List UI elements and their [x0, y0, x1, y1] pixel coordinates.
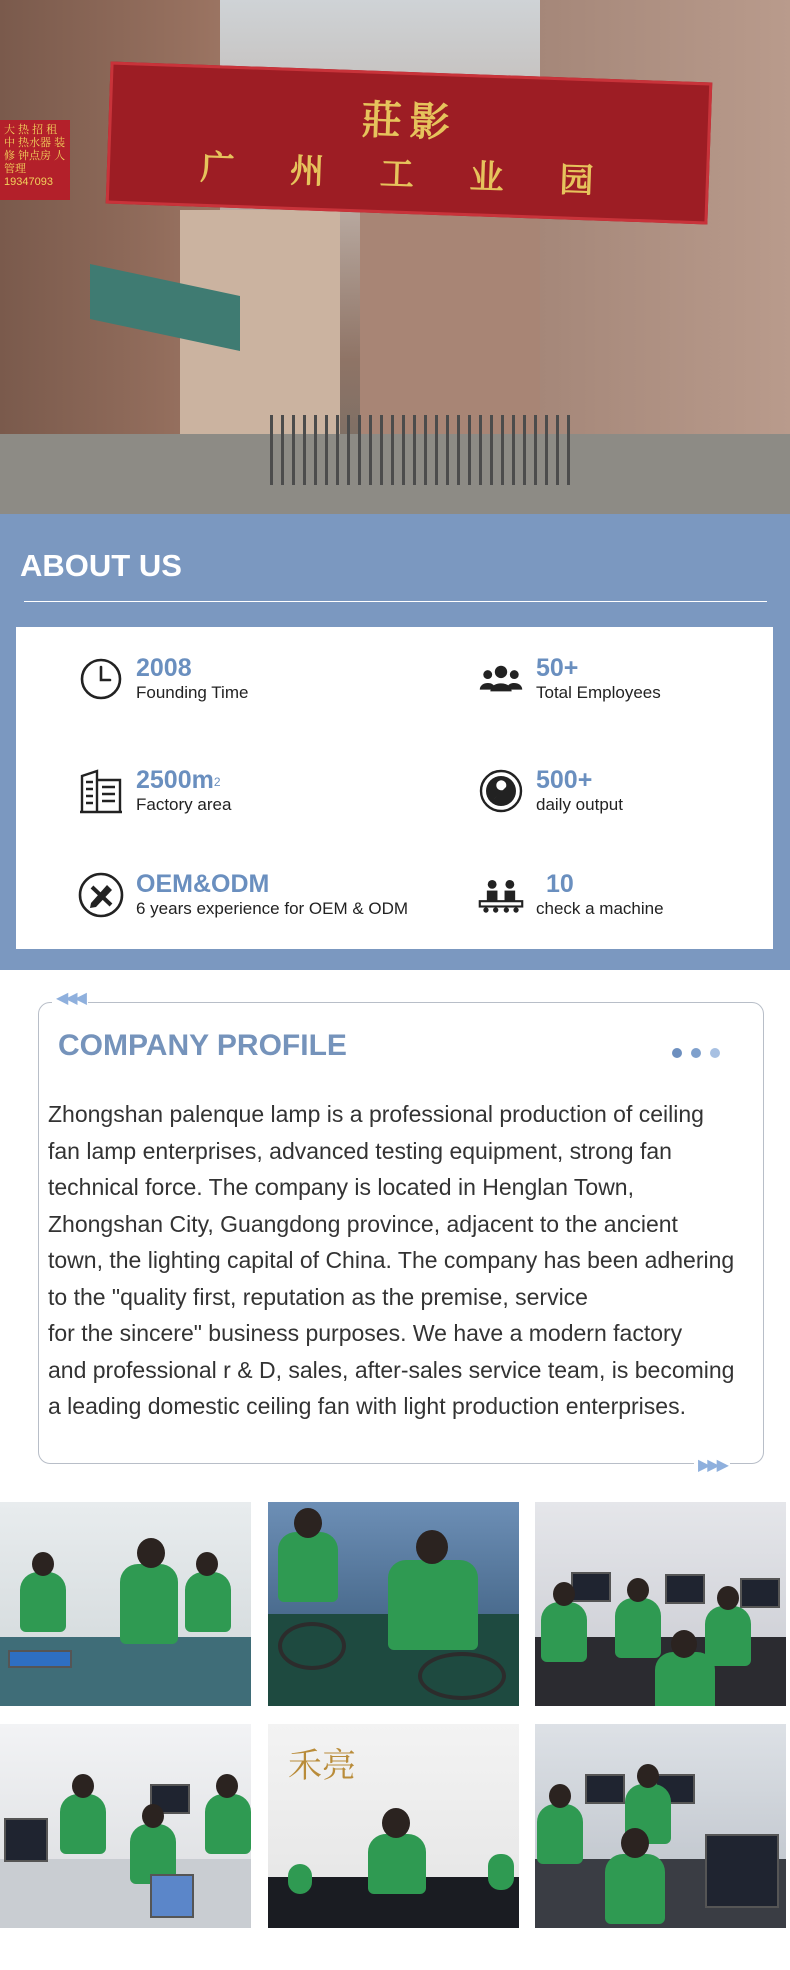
- dot: [691, 1048, 701, 1058]
- decorative-dots: [672, 1048, 720, 1058]
- stat-label: daily output: [536, 795, 623, 814]
- wrench-icon: [478, 768, 524, 814]
- gallery-photo-reception: [268, 1724, 519, 1928]
- decorative-arrows-right: ▶▶▶: [694, 1455, 730, 1475]
- stat-check-machine: [478, 870, 664, 920]
- industrial-park-sign: [106, 62, 713, 225]
- area-unit-superscript: 2: [213, 775, 221, 789]
- stat-value: OEM&ODM: [136, 870, 270, 898]
- company-profile-text: Zhongshan palenque lamp is a professional production of ceiling fan lamp enterprises, advanced testing equipment, strong fan technical force. The company is located in Henglan Town, Zhongshan City, Guangdong province, adjacent to the ancient town, the lighting capital of China. The company has been adhering to the "quality first, reputation as the premise, service for the sincere" business purposes. We have a modern factory and professional r & D, sales, after-sales service team, is becoming a leading domestic ceiling fan with light production enterprises.: [48, 1101, 735, 1419]
- stat-value: [136, 766, 231, 794]
- stat-label: check a machine: [536, 899, 664, 918]
- stat-value: 50+: [536, 654, 579, 682]
- stat-founding-time: [78, 654, 248, 704]
- hero-factory-gate-photo: [0, 0, 790, 514]
- stat-value: 2008: [136, 654, 192, 682]
- clock-icon: [78, 656, 124, 702]
- gate-sign-line1: 莊影: [360, 96, 459, 147]
- gate-sign-line2: 广 州 工 业 园: [199, 147, 617, 203]
- stat-value: 10: [546, 870, 574, 898]
- about-divider: [24, 601, 767, 602]
- company-profile-title: COMPANY PROFILE: [58, 1029, 347, 1062]
- gallery-photo-workstations: [535, 1724, 786, 1928]
- gallery-photo-assembly-line: [0, 1502, 251, 1706]
- stat-label: Factory area: [136, 795, 232, 814]
- stat-label: 6 years experience for OEM & ODM: [136, 899, 409, 918]
- pen-ruler-icon: [78, 872, 124, 918]
- company-logo: 禾亮: [288, 1746, 356, 1786]
- building-icon: [78, 768, 124, 814]
- gallery-photo-office-team: [535, 1502, 786, 1706]
- workers-icon: [478, 872, 524, 918]
- employees-icon: [478, 656, 524, 702]
- stat-oem-odm: [78, 870, 408, 920]
- stat-daily-output: [478, 766, 623, 816]
- stat-value: 500+: [536, 766, 593, 794]
- dot: [672, 1048, 682, 1058]
- stat-label: Founding Time: [136, 683, 249, 702]
- retractable-gate: [270, 415, 570, 485]
- about-title: ABOUT US: [20, 548, 182, 583]
- gallery-photo-workers-assembling: [268, 1502, 519, 1706]
- dot: [710, 1048, 720, 1058]
- decorative-arrows-left: ◀◀◀: [52, 988, 88, 1008]
- stat-factory-area: [78, 766, 231, 816]
- right-building: [540, 0, 790, 480]
- stat-total-employees: [478, 654, 661, 704]
- area-number: 2500m: [136, 766, 214, 794]
- stat-label: Total Employees: [536, 683, 661, 702]
- gallery-photo-design-office: [0, 1724, 251, 1928]
- rental-banner: 大 热 招 租 中 热水器 装 修 钟点房 人管理 19347093: [0, 120, 70, 200]
